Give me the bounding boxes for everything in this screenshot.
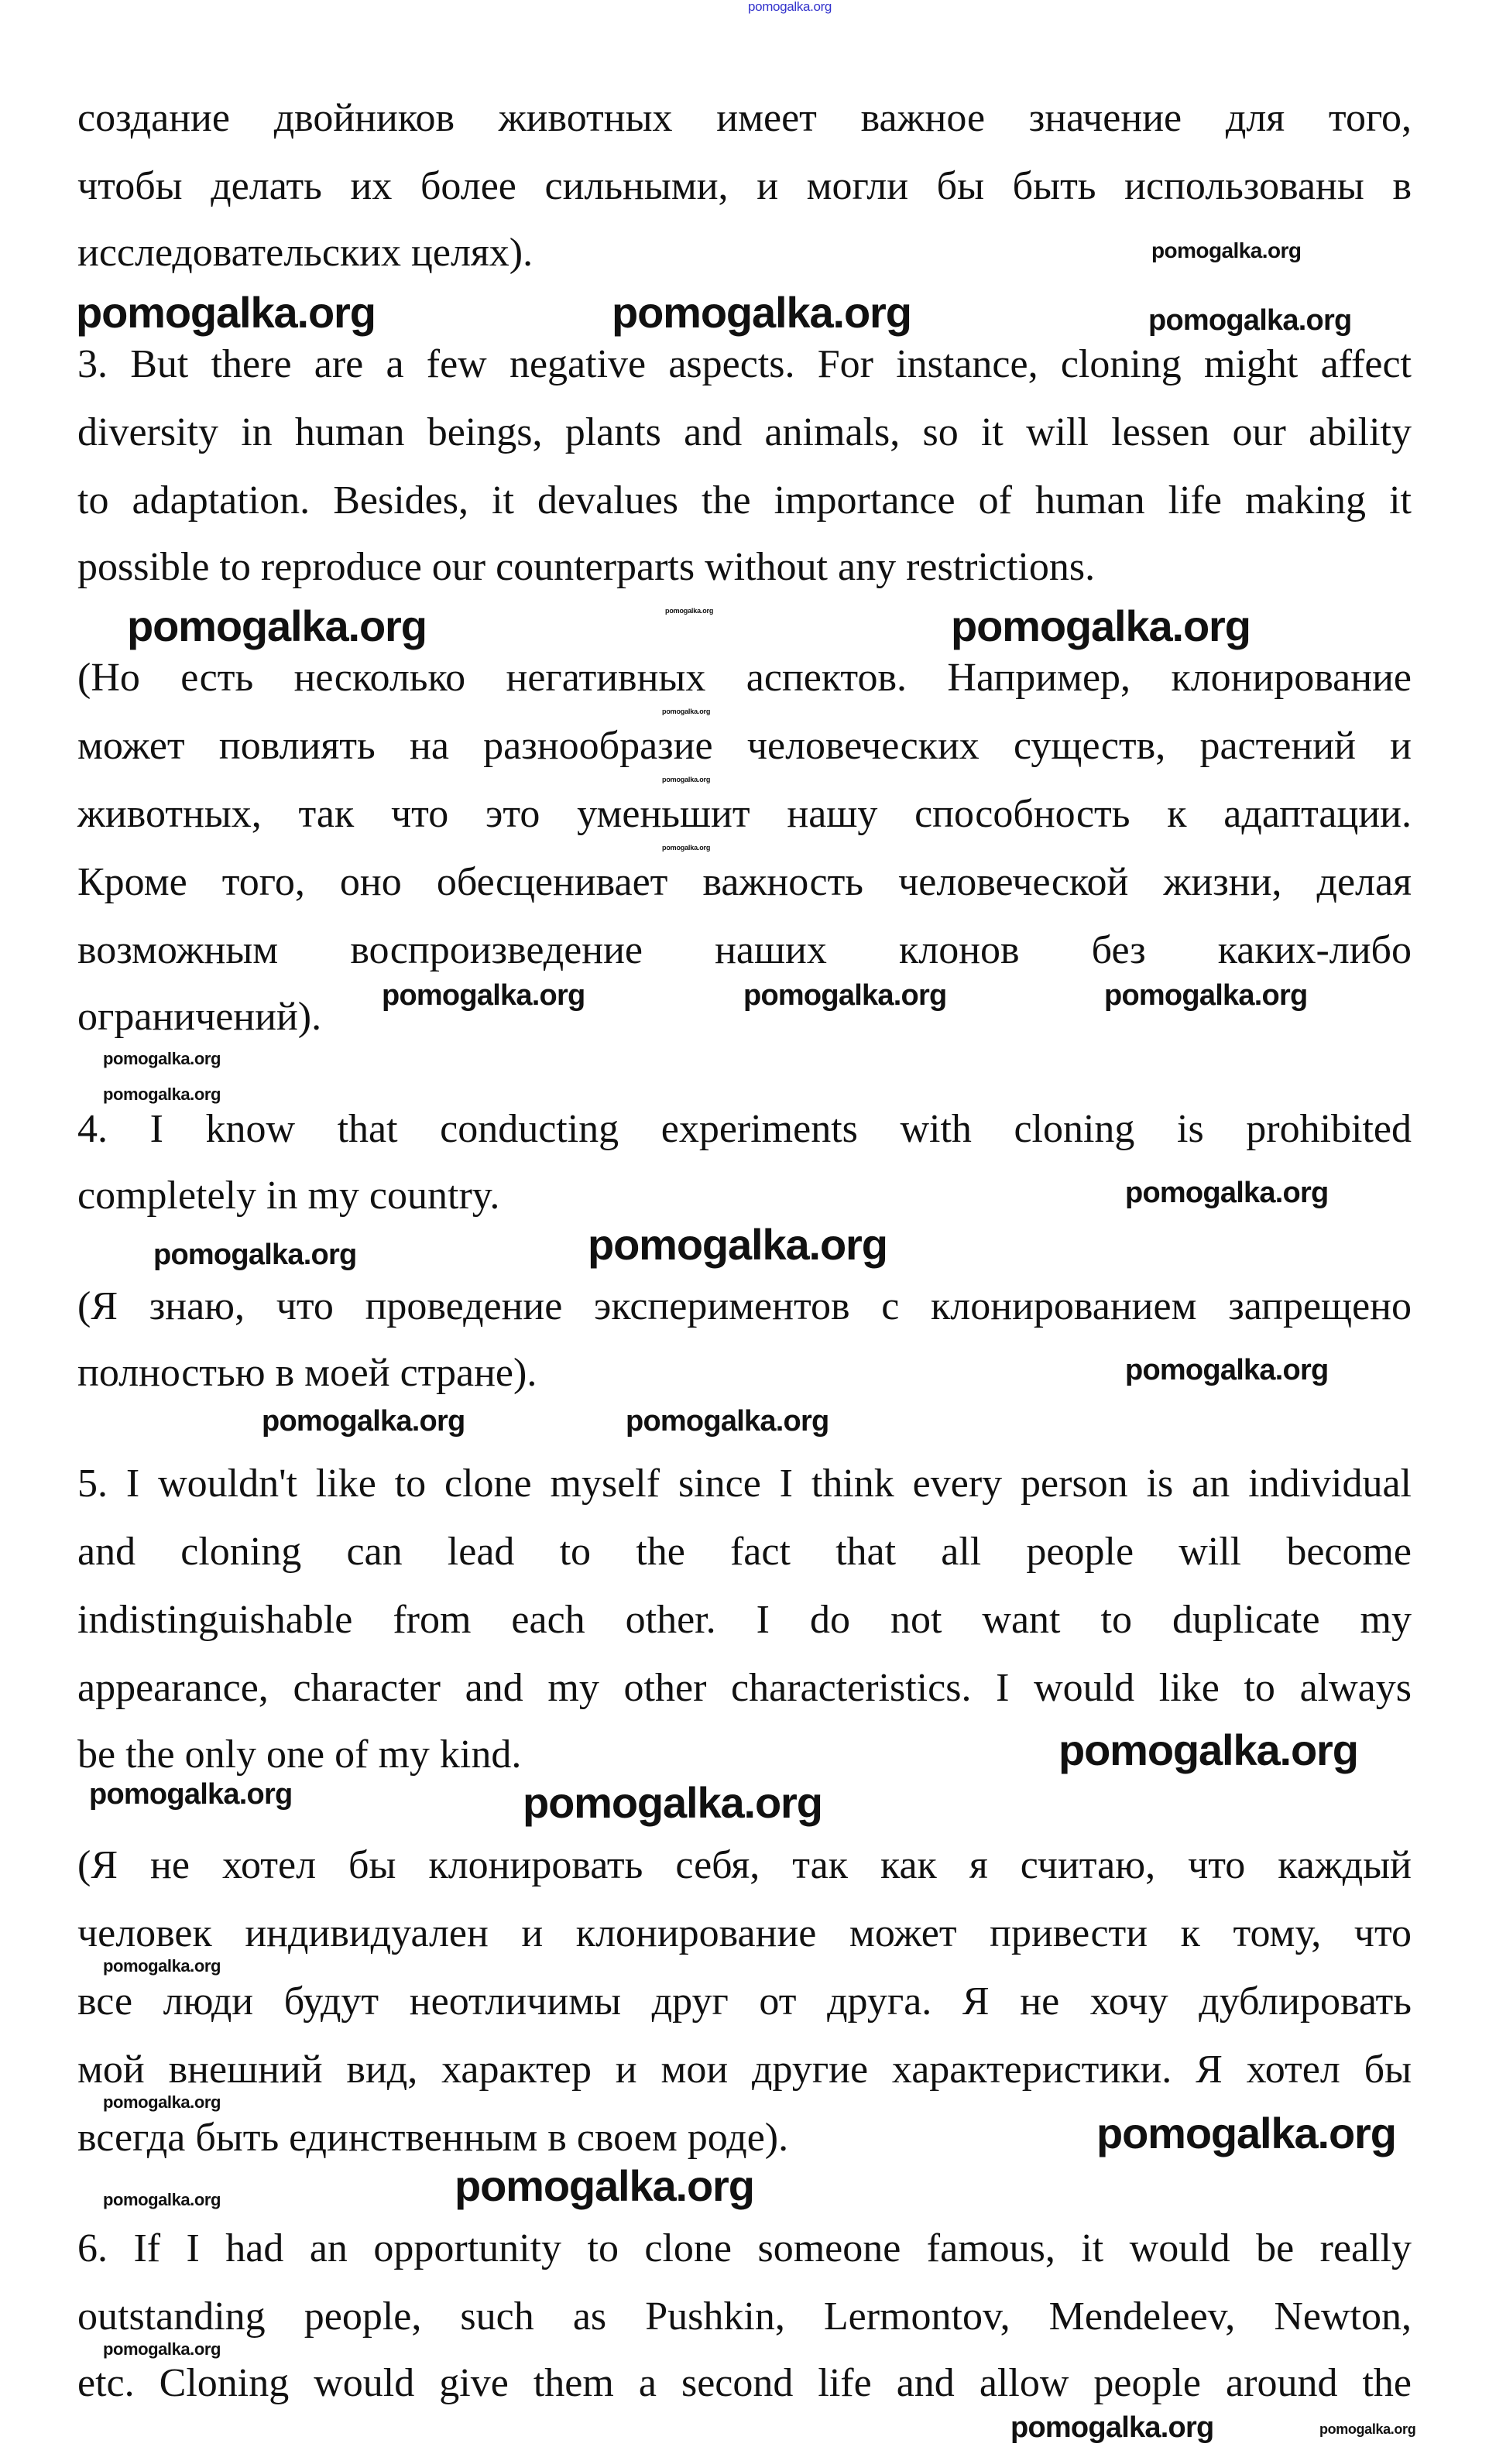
watermark: pomogalka.org xyxy=(662,707,711,715)
text-line: ограничений). xyxy=(77,995,322,1039)
text-line: исследовательских целях). xyxy=(77,231,534,275)
watermark: pomogalka.org xyxy=(382,979,585,1013)
watermark: pomogalka.org xyxy=(103,1048,221,1068)
watermark: pomogalka.org xyxy=(612,288,911,338)
text-line: possible to reproduce our counterparts without any restrictions. xyxy=(77,545,1096,589)
header-watermark: pomogalka.org xyxy=(748,0,832,14)
text-line: 3. But there are a few negative aspects. For instance, cloning might affect xyxy=(77,342,1412,386)
watermark: pomogalka.org xyxy=(262,1405,465,1438)
text-line: appearance, character and my other characteristics. I would like to always xyxy=(77,1666,1412,1710)
text-line: diversity in human beings, plants and animals, so it will lessen our ability xyxy=(77,410,1412,454)
text-line: полностью в моей стране). xyxy=(77,1351,537,1395)
text-line: всегда быть единственным в своем роде). xyxy=(77,2116,789,2160)
text-line: человек индивидуален и клонирование может привести к тому, что xyxy=(77,1911,1412,1955)
text-line: be the only one of my kind. xyxy=(77,1732,522,1777)
text-line: все люди будут неотличимы друг от друга. Я не хочу дублировать xyxy=(77,1979,1412,2024)
text-line: может повлиять на разнообразие человеческих существ, растений и xyxy=(77,724,1412,768)
watermark: pomogalka.org xyxy=(662,775,711,783)
text-line: Кроме того, оно обесценивает важность человеческой жизни, делая xyxy=(77,860,1412,904)
watermark: pomogalka.org xyxy=(588,1220,887,1270)
text-line: чтобы делать их более сильными, и могли бы быть использованы в xyxy=(77,164,1412,208)
watermark: pomogalka.org xyxy=(626,1405,829,1438)
watermark: pomogalka.org xyxy=(103,2092,221,2112)
watermark: pomogalka.org xyxy=(1104,979,1308,1013)
text-line: to adaptation. Besides, it devalues the importance of human life making it xyxy=(77,478,1412,523)
watermark: pomogalka.org xyxy=(1125,1354,1329,1387)
watermark: pomogalka.org xyxy=(951,601,1251,651)
text-line: completely in my country. xyxy=(77,1174,500,1218)
text-line: (Но есть несколько негативных аспектов. Например, клонирование xyxy=(77,656,1412,700)
text-line: 5. I wouldn't like to clone myself since I think every person is an individual xyxy=(77,1462,1412,1506)
watermark: pomogalka.org xyxy=(1058,1725,1358,1775)
text-line: etc. Cloning would give them a second life and allow people around the xyxy=(77,2361,1412,2405)
watermark: pomogalka.org xyxy=(76,288,376,338)
text-line: животных, так что это уменьшит нашу способность к адаптации. xyxy=(77,792,1412,836)
watermark: pomogalka.org xyxy=(743,979,947,1013)
text-line: (Я не хотел бы клонировать себя, так как я считаю, что каждый xyxy=(77,1843,1412,1887)
watermark: pomogalka.org xyxy=(153,1239,357,1272)
text-line: возможным воспроизведение наших клонов без каких-либо xyxy=(77,928,1412,972)
text-line: 4. I know that conducting experiments with cloning is prohibited xyxy=(77,1107,1412,1151)
text-line: indistinguishable from each other. I do not want to duplicate my xyxy=(77,1598,1412,1642)
watermark: pomogalka.org xyxy=(1010,2411,1214,2445)
watermark: pomogalka.org xyxy=(455,2161,754,2211)
watermark: pomogalka.org xyxy=(523,1778,822,1828)
watermark: pomogalka.org xyxy=(1151,238,1302,263)
watermark: pomogalka.org xyxy=(127,601,427,651)
watermark: pomogalka.org xyxy=(103,1084,221,1104)
text-line: and cloning can lead to the fact that all people will become xyxy=(77,1530,1412,1574)
watermark: pomogalka.org xyxy=(103,1955,221,1976)
watermark: pomogalka.org xyxy=(1319,2421,1416,2438)
text-line: мой внешний вид, характер и мои другие характеристики. Я хотел бы xyxy=(77,2048,1412,2092)
watermark: pomogalka.org xyxy=(89,1778,293,1811)
text-line: создание двойников животных имеет важное значение для того, xyxy=(77,96,1412,140)
watermark: pomogalka.org xyxy=(103,2339,221,2359)
text-line: 6. If I had an opportunity to clone someone famous, it would be really xyxy=(77,2226,1412,2270)
watermark: pomogalka.org xyxy=(665,606,714,615)
watermark: pomogalka.org xyxy=(1096,2109,1396,2158)
text-line: outstanding people, such as Pushkin, Lermontov, Mendeleev, Newton, xyxy=(77,2294,1412,2339)
watermark: pomogalka.org xyxy=(1125,1177,1329,1210)
text-line: (Я знаю, что проведение экспериментов с клонированием запрещено xyxy=(77,1284,1412,1328)
watermark: pomogalka.org xyxy=(662,843,711,852)
watermark: pomogalka.org xyxy=(103,2189,221,2209)
watermark: pomogalka.org xyxy=(1148,304,1352,338)
